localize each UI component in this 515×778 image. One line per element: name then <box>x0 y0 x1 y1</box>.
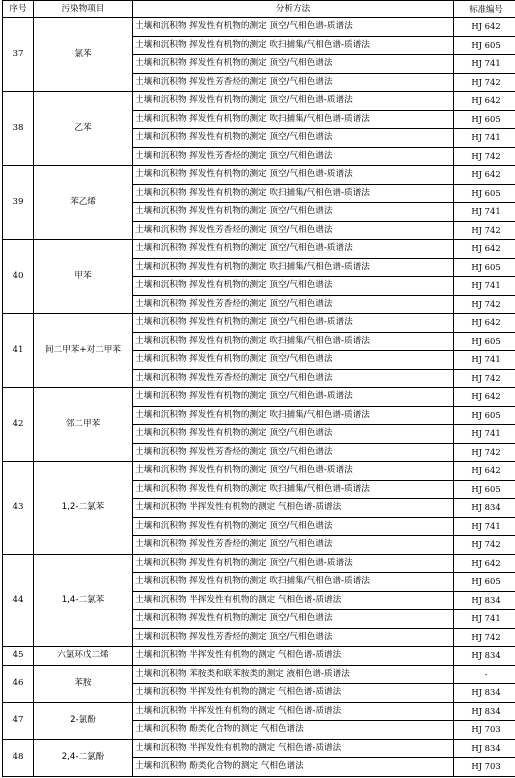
pollutant-item: 甲苯 <box>34 240 133 314</box>
analysis-method: 土壤和沉积物 挥发性有机物的测定 顶空/气相色谱法 <box>133 610 454 629</box>
standard-number: HJ 741 <box>454 129 515 148</box>
standard-number: HJ 742 <box>454 628 515 647</box>
table-row <box>3 240 515 259</box>
standard-number: HJ 642 <box>454 388 515 407</box>
standard-number: HJ 741 <box>454 277 515 296</box>
standard-number: HJ 742 <box>454 443 515 462</box>
standard-number: HJ 703 <box>454 721 515 740</box>
standard-number: HJ 642 <box>454 314 515 333</box>
standard-number: HJ 741 <box>454 610 515 629</box>
pollutant-item: 2,4-二氯酚 <box>34 739 133 776</box>
row-number: 37 <box>3 18 34 92</box>
table-row <box>3 388 515 407</box>
row-number: 41 <box>3 314 34 388</box>
standard-number: HJ 741 <box>454 351 515 370</box>
header-item: 污染物项目 <box>34 1 133 18</box>
standard-number: HJ 605 <box>454 36 515 55</box>
table-body <box>3 18 515 777</box>
analysis-method: 土壤和沉积物 挥发性有机物的测定 顶空/气相色谱法 <box>133 203 454 222</box>
analysis-method: 土壤和沉积物 挥发性有机物的测定 顶空/气相色谱-质谱法 <box>133 18 454 37</box>
analysis-method: 土壤和沉积物 半挥发性有机物的测定 气相色谱-质谱法 <box>133 591 454 610</box>
pollutant-item: 2-氯酚 <box>34 702 133 739</box>
analysis-method: 土壤和沉积物 半挥发性有机物的测定 气相色谱-质谱法 <box>133 684 454 703</box>
analysis-method: 土壤和沉积物 挥发性有机物的测定 吹扫捕集/气相色谱-质谱法 <box>133 110 454 129</box>
analysis-method: 土壤和沉积物 挥发性有机物的测定 顶空/气相色谱-质谱法 <box>133 554 454 573</box>
row-number: 42 <box>3 388 34 462</box>
row-number: 43 <box>3 462 34 555</box>
analysis-method: 土壤和沉积物 挥发性芳香烃的测定 顶空/气相色谱法 <box>133 628 454 647</box>
standard-number: HJ 741 <box>454 517 515 536</box>
analysis-method: 土壤和沉积物 苯胺类和联苯胺类的测定 液相色谱-质谱法 <box>133 665 454 684</box>
row-number: 45 <box>3 647 34 666</box>
table-row <box>3 166 515 185</box>
table-row <box>3 92 515 111</box>
standard-number: HJ 642 <box>454 240 515 259</box>
standard-number: - <box>454 665 515 684</box>
analysis-method: 土壤和沉积物 挥发性有机物的测定 吹扫捕集/气相色谱-质谱法 <box>133 184 454 203</box>
row-number: 39 <box>3 166 34 240</box>
standard-number: HJ 742 <box>454 536 515 555</box>
analysis-method: 土壤和沉积物 半挥发性有机物的测定 气相色谱-质谱法 <box>133 702 454 721</box>
analysis-method: 土壤和沉积物 挥发性芳香烃的测定 顶空/气相色谱法 <box>133 221 454 240</box>
standard-number: HJ 642 <box>454 18 515 37</box>
pollutant-item: 六氯环戊二烯 <box>34 647 133 666</box>
analysis-method: 土壤和沉积物 挥发性有机物的测定 顶空/气相色谱法 <box>133 517 454 536</box>
row-number: 47 <box>3 702 34 739</box>
standard-number: HJ 605 <box>454 480 515 499</box>
methods-table <box>2 0 515 777</box>
standard-number: HJ 605 <box>454 406 515 425</box>
standard-number: HJ 834 <box>454 499 515 518</box>
row-number: 48 <box>3 739 34 776</box>
analysis-method: 土壤和沉积物 挥发性有机物的测定 吹扫捕集/气相色谱-质谱法 <box>133 36 454 55</box>
analysis-method: 土壤和沉积物 酚类化合物的测定 气相色谱法 <box>133 758 454 777</box>
analysis-method: 土壤和沉积物 挥发性有机物的测定 吹扫捕集/气相色谱-质谱法 <box>133 480 454 499</box>
header-row <box>3 1 515 18</box>
standard-number: HJ 742 <box>454 147 515 166</box>
pollutant-item: 苯胺 <box>34 665 133 702</box>
analysis-method: 土壤和沉积物 挥发性有机物的测定 吹扫捕集/气相色谱-质谱法 <box>133 573 454 592</box>
analysis-method: 土壤和沉积物 挥发性有机物的测定 吹扫捕集/气相色谱-质谱法 <box>133 258 454 277</box>
analysis-method: 土壤和沉积物 挥发性有机物的测定 顶空/气相色谱-质谱法 <box>133 462 454 481</box>
standard-number: HJ 741 <box>454 425 515 444</box>
standard-number: HJ 642 <box>454 462 515 481</box>
standard-number: HJ 642 <box>454 554 515 573</box>
analysis-method: 土壤和沉积物 挥发性有机物的测定 吹扫捕集/气相色谱-质谱法 <box>133 332 454 351</box>
analysis-method: 土壤和沉积物 挥发性有机物的测定 顶空/气相色谱-质谱法 <box>133 240 454 259</box>
standard-number: HJ 642 <box>454 166 515 185</box>
table-row <box>3 702 515 721</box>
analysis-method: 土壤和沉积物 挥发性芳香烃的测定 顶空/气相色谱法 <box>133 295 454 314</box>
analysis-method: 土壤和沉积物 挥发性芳香烃的测定 顶空/气相色谱法 <box>133 147 454 166</box>
header-std: 标准编号 <box>454 1 515 18</box>
analysis-method: 土壤和沉积物 挥发性芳香烃的测定 顶空/气相色谱法 <box>133 369 454 388</box>
standard-number: HJ 834 <box>454 684 515 703</box>
header-no: 序号 <box>3 1 34 18</box>
table-row <box>3 739 515 758</box>
standard-number: HJ 703 <box>454 758 515 777</box>
analysis-method: 土壤和沉积物 半挥发性有机物的测定 气相色谱-质谱法 <box>133 739 454 758</box>
analysis-method: 土壤和沉积物 挥发性有机物的测定 顶空/气相色谱法 <box>133 129 454 148</box>
header-method: 分析方法 <box>133 1 454 18</box>
standard-number: HJ 834 <box>454 739 515 758</box>
standard-number: HJ 642 <box>454 92 515 111</box>
analysis-method: 土壤和沉积物 挥发性有机物的测定 顶空/气相色谱-质谱法 <box>133 314 454 333</box>
table-row <box>3 554 515 573</box>
table-row <box>3 314 515 333</box>
standard-number: HJ 834 <box>454 591 515 610</box>
analysis-method: 土壤和沉积物 挥发性有机物的测定 顶空/气相色谱-质谱法 <box>133 166 454 185</box>
analysis-method: 土壤和沉积物 挥发性有机物的测定 顶空/气相色谱-质谱法 <box>133 92 454 111</box>
analysis-method: 土壤和沉积物 半挥发性有机物的测定 气相色谱-质谱法 <box>133 647 454 666</box>
pollutant-item: 邻二甲苯 <box>34 388 133 462</box>
standard-number: HJ 742 <box>454 221 515 240</box>
standard-number: HJ 605 <box>454 184 515 203</box>
standard-number: HJ 742 <box>454 369 515 388</box>
standard-number: HJ 742 <box>454 73 515 92</box>
standard-number: HJ 605 <box>454 110 515 129</box>
table-row <box>3 462 515 481</box>
analysis-method: 土壤和沉积物 挥发性芳香烃的测定 顶空/气相色谱法 <box>133 443 454 462</box>
standard-number: HJ 741 <box>454 55 515 74</box>
row-number: 40 <box>3 240 34 314</box>
standard-number: HJ 742 <box>454 295 515 314</box>
analysis-method: 土壤和沉积物 挥发性有机物的测定 吹扫捕集/气相色谱-质谱法 <box>133 406 454 425</box>
pollutant-item: 1,2-二氯苯 <box>34 462 133 555</box>
analysis-method: 土壤和沉积物 挥发性有机物的测定 顶空/气相色谱-质谱法 <box>133 388 454 407</box>
analysis-method: 土壤和沉积物 挥发性有机物的测定 顶空/气相色谱法 <box>133 55 454 74</box>
analysis-method: 土壤和沉积物 挥发性芳香烃的测定 顶空/气相色谱法 <box>133 536 454 555</box>
pollutant-item: 乙苯 <box>34 92 133 166</box>
pollutant-item: 苯乙烯 <box>34 166 133 240</box>
analysis-method: 土壤和沉积物 挥发性有机物的测定 顶空/气相色谱法 <box>133 351 454 370</box>
analysis-method: 土壤和沉积物 挥发性芳香烃的测定 顶空/气相色谱法 <box>133 73 454 92</box>
analysis-method: 土壤和沉积物 挥发性有机物的测定 顶空/气相色谱法 <box>133 425 454 444</box>
standard-number: HJ 741 <box>454 203 515 222</box>
standard-number: HJ 605 <box>454 258 515 277</box>
table-row <box>3 647 515 666</box>
row-number: 38 <box>3 92 34 166</box>
table-row <box>3 665 515 684</box>
analysis-method: 土壤和沉积物 半挥发性有机物的测定 气相色谱-质谱法 <box>133 499 454 518</box>
standard-number: HJ 834 <box>454 702 515 721</box>
analysis-method: 土壤和沉积物 挥发性有机物的测定 顶空/气相色谱法 <box>133 277 454 296</box>
standard-number: HJ 834 <box>454 647 515 666</box>
row-number: 44 <box>3 554 34 647</box>
standard-number: HJ 605 <box>454 573 515 592</box>
pollutant-item: 1,4-二氯苯 <box>34 554 133 647</box>
pollutant-item: 氯苯 <box>34 18 133 92</box>
pollutant-item: 间二甲苯+对二甲苯 <box>34 314 133 388</box>
row-number: 46 <box>3 665 34 702</box>
table-row <box>3 18 515 37</box>
standard-number: HJ 605 <box>454 332 515 351</box>
analysis-method: 土壤和沉积物 酚类化合物的测定 气相色谱法 <box>133 721 454 740</box>
